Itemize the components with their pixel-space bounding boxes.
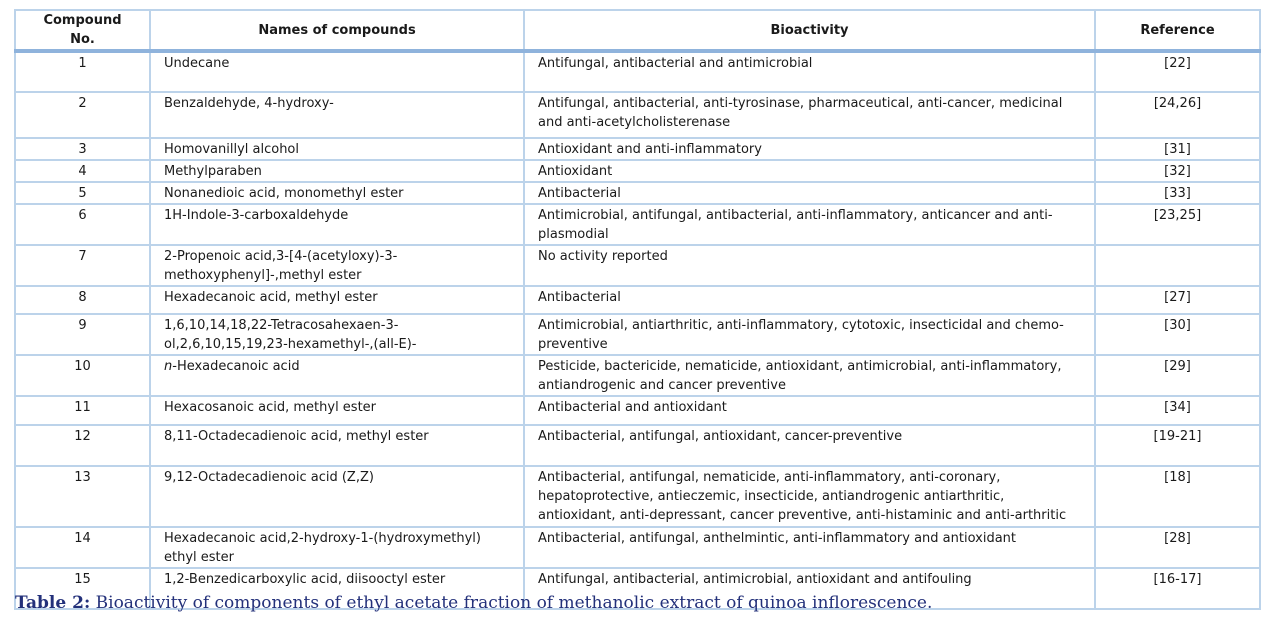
compound-name	[150, 204, 524, 245]
bioactivity: Antifungal, antibacterial, antimicrobial, antioxidant and antifouling	[524, 568, 1095, 609]
compound-name	[150, 286, 524, 314]
compound-name-text: 8,11-Octadecadienoic acid, methyl ester	[164, 429, 429, 444]
compound-name-text: Homovanillyl alcohol	[164, 142, 300, 157]
compound-number: 3	[15, 138, 150, 160]
compound-number: 15	[15, 568, 150, 609]
reference: [18]	[1095, 466, 1260, 527]
compound-name	[150, 425, 524, 466]
reference: [32]	[1095, 160, 1260, 182]
compound-name	[150, 182, 524, 204]
table-row	[15, 204, 1260, 245]
table-row	[15, 182, 1260, 204]
compound-name-text: -Hexadecanoic acid	[172, 359, 300, 374]
compound-name-text: 9,12-Octadecadienoic acid (Z,Z)	[164, 470, 374, 485]
compound-number: 10	[15, 355, 150, 396]
reference: [23,25]	[1095, 204, 1260, 245]
compound-name-text: Hexacosanoic acid, methyl ester	[164, 400, 377, 415]
table-row	[15, 425, 1260, 466]
reference: [24,26]	[1095, 92, 1260, 138]
bioactivity: Antifungal, antibacterial, anti-tyrosinase, pharmaceutical, anti-cancer, medicinal and anti-acetylcholisterenase	[524, 92, 1095, 138]
compound-name	[150, 355, 524, 396]
reference: [16-17]	[1095, 568, 1260, 609]
table-row	[15, 466, 1260, 527]
compound-name	[150, 314, 524, 355]
compound-number: 14	[15, 527, 150, 568]
header-row	[15, 10, 1260, 51]
compound-name-text: Nonanedioic acid, monomethyl ester	[164, 186, 404, 201]
compound-name-text: Benzaldehyde, 4-hydroxy-	[164, 96, 334, 111]
bioactivity: No activity reported	[524, 245, 1095, 286]
reference: [31]	[1095, 138, 1260, 160]
table-row	[15, 314, 1260, 355]
caption-label: Table 2:	[15, 593, 91, 613]
compound-number: 5	[15, 182, 150, 204]
bioactivity: Antioxidant and anti-inflammatory	[524, 138, 1095, 160]
header-bioactivity: Bioactivity	[524, 10, 1095, 51]
compound-number: 6	[15, 204, 150, 245]
compound-number: 12	[15, 425, 150, 466]
reference	[1095, 245, 1260, 286]
header-names: Names of compounds	[150, 10, 524, 51]
table-body	[15, 51, 1260, 609]
compound-name	[150, 51, 524, 92]
reference: [22]	[1095, 51, 1260, 92]
bioactivity: Antibacterial, antifungal, anthelmintic, anti-inflammatory and antioxidant	[524, 527, 1095, 568]
table-caption	[15, 593, 1260, 613]
table-row	[15, 286, 1260, 314]
caption-text: Bioactivity of components of ethyl acetate fraction of methanolic extract of quinoa inflorescence.	[90, 593, 933, 613]
reference: [33]	[1095, 182, 1260, 204]
compound-name-text: 1,6,10,14,18,22-Tetracosahexaen-3-ol,2,6,10,15,19,23-hexamethyl-,(all-E)-	[164, 318, 417, 352]
compound-name-text: Hexadecanoic acid, methyl ester	[164, 290, 378, 305]
compound-name-text: 1H-Indole-3-carboxaldehyde	[164, 208, 349, 223]
table-row	[15, 92, 1260, 138]
compound-number: 7	[15, 245, 150, 286]
compound-number: 8	[15, 286, 150, 314]
compound-name	[150, 160, 524, 182]
compound-name-text: Undecane	[164, 56, 230, 71]
header-compound-no: Compound No.	[15, 10, 150, 51]
compound-name	[150, 245, 524, 286]
bioactivity: Antibacterial, antifungal, antioxidant, cancer-preventive	[524, 425, 1095, 466]
reference: [27]	[1095, 286, 1260, 314]
bioactivity: Antifungal, antibacterial and antimicrobial	[524, 51, 1095, 92]
table-row	[15, 138, 1260, 160]
compound-number: 4	[15, 160, 150, 182]
compound-name	[150, 466, 524, 527]
compound-name-text: Hexadecanoic acid,2-hydroxy-1-(hydroxymethyl) ethyl ester	[164, 531, 481, 565]
bioactivity: Antibacterial	[524, 286, 1095, 314]
table-row	[15, 160, 1260, 182]
bioactivity: Antibacterial and antioxidant	[524, 396, 1095, 425]
reference: [28]	[1095, 527, 1260, 568]
bioactivity: Antioxidant	[524, 160, 1095, 182]
reference: [19-21]	[1095, 425, 1260, 466]
compound-number: 9	[15, 314, 150, 355]
compound-number: 2	[15, 92, 150, 138]
header-reference: Reference	[1095, 10, 1260, 51]
compound-name-text: Methylparaben	[164, 164, 262, 179]
table-row	[15, 245, 1260, 286]
bioactivity: Antibacterial, antifungal, nematicide, anti-inflammatory, anti-coronary, hepatoprotective, antieczemic, insecticide, antiandrogenic antiarthritic, antioxidant, anti-depressant, cancer preventive, anti-histaminic and anti-arthritic	[524, 466, 1095, 527]
compound-number: 11	[15, 396, 150, 425]
reference: [30]	[1095, 314, 1260, 355]
compound-name	[150, 527, 524, 568]
reference: [29]	[1095, 355, 1260, 396]
compound-name	[150, 92, 524, 138]
compound-name-prefix: n	[164, 359, 173, 374]
compound-number: 13	[15, 466, 150, 527]
compound-name	[150, 396, 524, 425]
bioactivity: Antimicrobial, antifungal, antibacterial, anti-inflammatory, anticancer and anti-plasmodial	[524, 204, 1095, 245]
compound-name-text: 2-Propenoic acid,3-[4-(acetyloxy)-3-methoxyphenyl]-,methyl ester	[164, 249, 398, 283]
reference: [34]	[1095, 396, 1260, 425]
bioactivity: Antimicrobial, antiarthritic, anti-inflammatory, cytotoxic, insecticidal and chemo-preventive	[524, 314, 1095, 355]
bioactivity: Pesticide, bactericide, nematicide, antioxidant, antimicrobial, anti-inflammatory, antiandrogenic and cancer preventive	[524, 355, 1095, 396]
bioactivity: Antibacterial	[524, 182, 1095, 204]
table-row	[15, 51, 1260, 92]
compound-number: 1	[15, 51, 150, 92]
table-row	[15, 527, 1260, 568]
bioactivity-table	[14, 9, 1261, 610]
compound-name	[150, 138, 524, 160]
table-row	[15, 396, 1260, 425]
compound-name-text: 1,2-Benzedicarboxylic acid, diisooctyl ester	[164, 572, 446, 587]
table-row	[15, 355, 1260, 396]
